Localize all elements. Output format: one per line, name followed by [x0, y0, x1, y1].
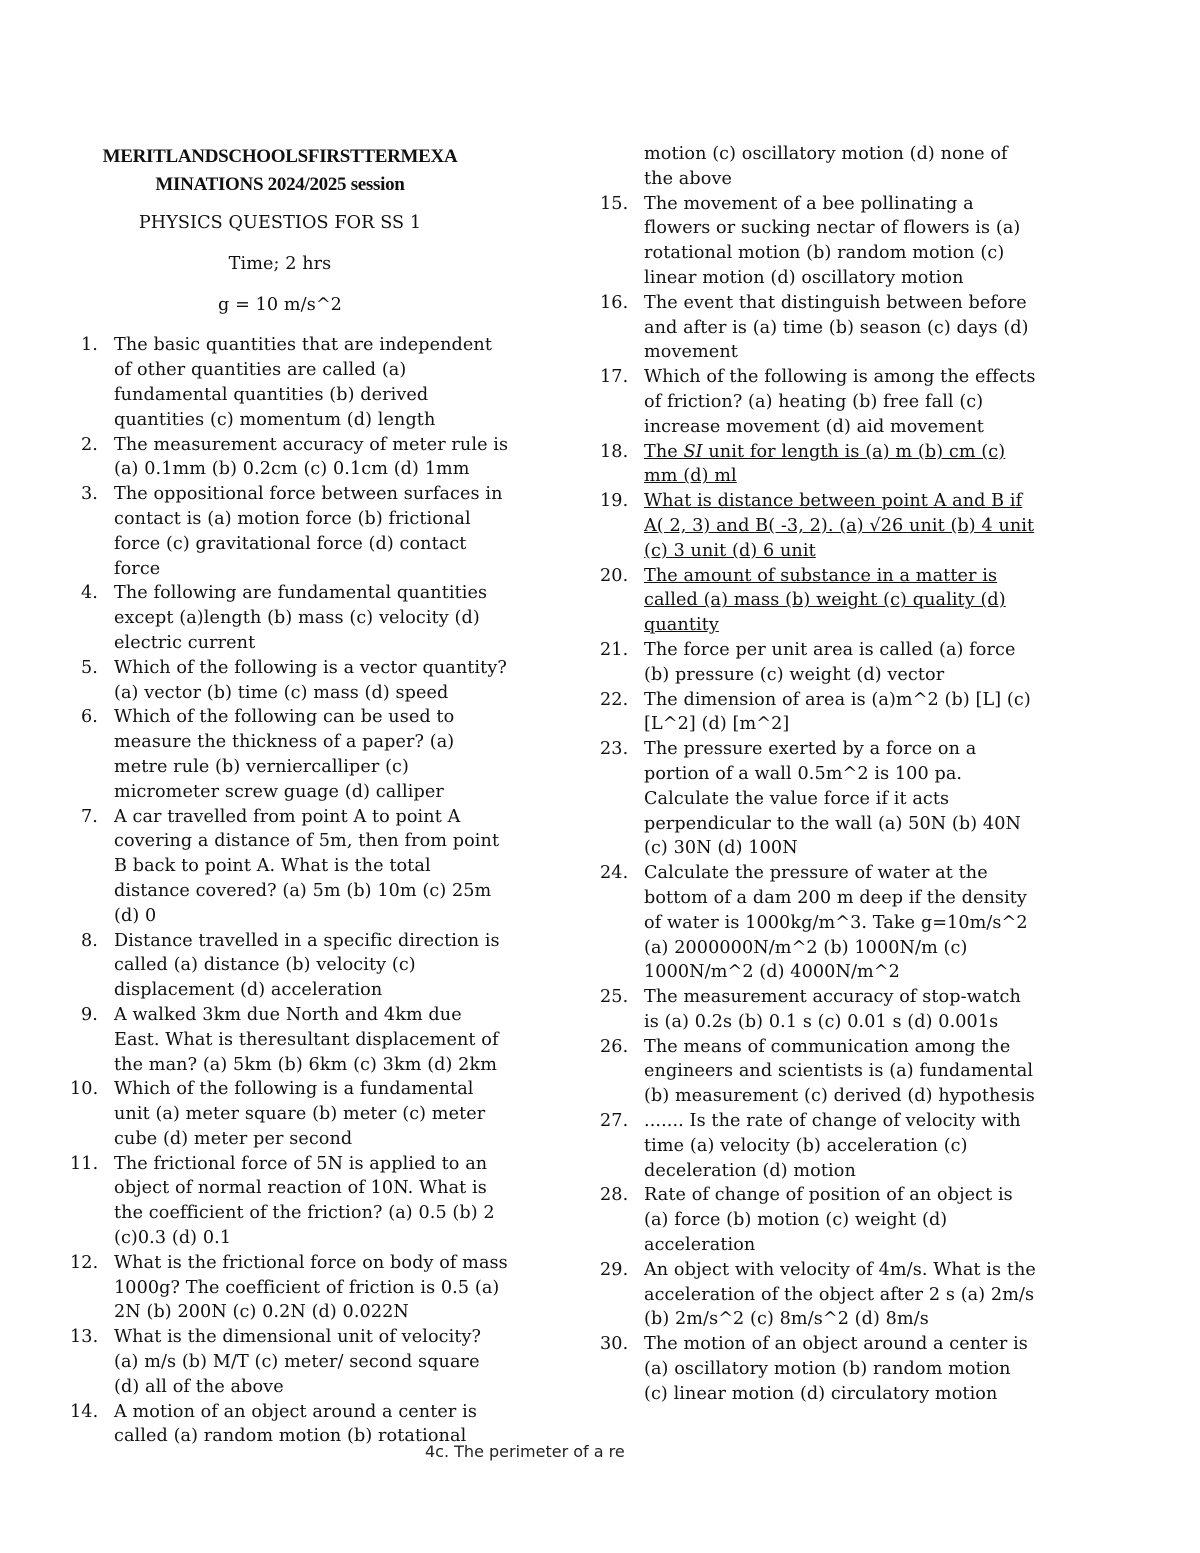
question-8: [70, 929, 510, 1003]
question-text-end: unit for length is (a) m (b) cm (c) mm (d) ml: [644, 441, 1006, 487]
question-number: 18.: [600, 441, 629, 462]
question-2: [70, 433, 510, 483]
question-24: [600, 861, 1040, 985]
question-number: 19.: [600, 491, 629, 512]
question-number: 3.: [81, 484, 98, 505]
question-text: ....... Is the rate of change of velocity with time (a) velocity (b) acceleration (c) deceleration (d) motion: [644, 1111, 1021, 1181]
question-text: The amount of substance in a matter is called (a) mass (b) weight (c) quality (d) quantity: [644, 565, 1006, 636]
subject-subtitle: PHYSICS QUESTIOS FOR SS 1: [138, 213, 422, 233]
question-text: The following are fundamental quantities except (a)length (b) mass (c) velocity (d) electric current: [114, 583, 488, 653]
question-text: Which of the following is a fundamental unit (a) meter square (b) meter (c) meter cube (d) meter per second: [114, 1079, 486, 1149]
question-text: The basic quantities that are independent of other quantities are called (a) fundamental quantities (b) derived quantities (c) momentum (d) length: [114, 335, 493, 430]
question-number: 20.: [600, 565, 629, 586]
question-3: [70, 482, 510, 581]
question-number: 24.: [600, 863, 629, 884]
question-28: [600, 1183, 1040, 1257]
question-number: 25.: [600, 987, 629, 1008]
question-20: [600, 564, 1040, 638]
question-22: [600, 688, 1040, 738]
question-text: Which of the following is among the effects of friction? (a) heating (b) free fall (c) increase movement (d) aid movement: [644, 367, 1036, 437]
question-26: [600, 1035, 1040, 1109]
question-text: The motion of an object around a center is (a) oscillatory motion (b) random motion (c) linear motion (d) circulatory motion: [644, 1334, 1028, 1404]
question-10: [70, 1077, 510, 1151]
question-12: [70, 1251, 510, 1325]
question-text: Which of the following is a vector quantity? (a) vector (b) time (c) mass (d) speed: [114, 657, 507, 703]
exam-title-line-1: MERITLANDSCHOOLSFIRSTTERMEXA: [102, 146, 458, 167]
exam-title-line-2: MINATIONS 2024/2025 session: [155, 174, 405, 195]
si-abbreviation: SI: [683, 441, 703, 462]
question-number: 27.: [600, 1111, 629, 1132]
question-text: A car travelled from point A to point A covering a distance of 5m, then from point B back to point A. What is the total distance covered? (a) 5m (b) 10m (c) 25m (d) 0: [114, 806, 500, 926]
question-number: 16.: [600, 292, 629, 313]
question-list-left: [70, 333, 510, 1449]
time-allowed: Time; 2 hrs: [228, 253, 332, 274]
gravity-constant: g = 10 m/s^2: [218, 294, 342, 315]
question-29: [600, 1258, 1040, 1332]
question-13: [70, 1325, 510, 1399]
question-number: 1.: [81, 335, 98, 356]
question-text: The measurement accuracy of meter rule is (a) 0.1mm (b) 0.2cm (c) 0.1cm (d) 1mm: [114, 434, 509, 480]
question-number: 13.: [70, 1327, 99, 1348]
question-number: 12.: [70, 1252, 99, 1273]
question-7: [70, 805, 510, 929]
question-text: The event that distinguish between before and after is (a) time (b) season (c) days (d) movement: [644, 292, 1029, 363]
question-text: The force per unit area is called (a) force (b) pressure (c) weight (d) vector: [644, 639, 1016, 685]
question-15: [600, 192, 1040, 291]
question-14-continuation: motion (c) oscillatory motion (d) none of the above: [644, 144, 1008, 189]
question-17: [600, 365, 1040, 439]
question-18: [600, 440, 1040, 490]
question-list-right: [600, 192, 1040, 1407]
question-text: [644, 442, 1005, 487]
question-19: [600, 489, 1040, 563]
question-text: What is the dimensional unit of velocity? (a) m/s (b) M/T (c) meter/ second square (d) all of the above: [114, 1327, 482, 1397]
question-text: A motion of an object around a center is called (a) random motion (b) rotational: [114, 1401, 477, 1447]
question-16: [600, 291, 1040, 365]
question-text: Which of the following can be used to measure the thickness of a paper? (a) metre rule (b) verniercalliper (c) micrometer screw guage (d) calliper: [114, 707, 455, 802]
question-number: 4.: [81, 583, 98, 604]
question-11: [70, 1152, 510, 1251]
question-1: [70, 333, 510, 432]
question-number: 26.: [600, 1036, 629, 1057]
question-4: [70, 581, 510, 655]
question-number: 29.: [600, 1259, 629, 1280]
question-text: Rate of change of position of an object is (a) force (b) motion (c) weight (d) acceleration: [644, 1185, 1013, 1256]
question-number: 9.: [81, 1004, 98, 1025]
question-number: 23.: [600, 739, 629, 760]
question-text: Distance travelled in a specific direction is called (a) distance (b) velocity (c) displacement (d) acceleration: [114, 930, 500, 1001]
question-text: The pressure exerted by a force on a portion of a wall 0.5m^2 is 100 pa. Calculate the value force if it acts perpendicular to the wall (a) 50N (b) 40N (c) 30N (d) 100N: [644, 739, 1021, 859]
question-30: [600, 1332, 1040, 1406]
question-number: 22.: [600, 689, 629, 710]
exam-title: [50, 143, 510, 199]
question-21: [600, 638, 1040, 688]
question-text: The measurement accuracy of stop-watch is (a) 0.2s (b) 0.1 s (c) 0.01 s (d) 0.001s: [644, 987, 1021, 1032]
question-number: 10.: [70, 1079, 99, 1100]
question-number: 6.: [81, 707, 98, 728]
question-number: 15.: [600, 193, 629, 214]
question-number: 2.: [81, 434, 98, 455]
left-column: [70, 143, 510, 1449]
question-number: 11.: [70, 1153, 99, 1174]
question-27: [600, 1109, 1040, 1183]
question-text: The movement of a bee pollinating a flowers or sucking nectar of flowers is (a) rotational motion (b) random motion (c) linear motion (d) oscillatory motion: [644, 193, 1021, 288]
question-number: 8.: [81, 930, 98, 951]
question-text-start: The: [644, 441, 684, 462]
question-number: 17.: [600, 367, 629, 388]
question-text: The means of communication among the engineers and scientists is (a) fundamental (b) measurement (c) derived (d) hypothesis: [644, 1036, 1035, 1107]
question-number: 14.: [70, 1401, 99, 1422]
question-text: Calculate the pressure of water at the bottom of a dam 200 m deep if the density of water is 1000kg/m^3. Take g=10m/s^2 (a) 2000000N/m^2 (b) 1000N/m (c) 1000N/m^2 (d) 4000N/m^2: [644, 863, 1028, 983]
question-25: [600, 985, 1040, 1035]
question-text: The dimension of area is (a)m^2 (b) [L] (c) [L^2] (d) [m^2]: [644, 689, 1031, 735]
question-5: [70, 656, 510, 706]
question-text: What is distance between point A and B if A( 2, 3) and B( -3, 2). (a) √26 unit (b) 4 unit (c) 3 unit (d) 6 unit: [644, 491, 1035, 561]
question-text: An object with velocity of 4m/s. What is the acceleration of the object after 2 s (a) 2m/s (b) 2m/s^2 (c) 8m/s^2 (d) 8m/s: [644, 1259, 1036, 1330]
question-text: The frictional force of 5N is applied to an object of normal reaction of 10N. What is the coefficient of the friction? (a) 0.5 (b) 2 (c)0.3 (d) 0.1: [114, 1153, 495, 1249]
question-23: [600, 737, 1040, 861]
right-column: [600, 142, 1040, 1407]
question-6: [70, 705, 510, 804]
question-number: 28.: [600, 1185, 629, 1206]
question-number: 5.: [81, 657, 98, 678]
question-text: The oppositional force between surfaces in contact is (a) motion force (b) frictional force (c) gravitational force (d) contact force: [114, 484, 503, 579]
question-9: [70, 1003, 510, 1077]
question-number: 7.: [81, 806, 98, 827]
question-text: What is the frictional force on body of mass 1000g? The coefficient of friction is 0.5 (a) 2N (b) 200N (c) 0.2N (d) 0.022N: [114, 1252, 508, 1323]
page-footer-text: 4c. The perimeter of a re: [425, 1442, 625, 1461]
question-number: 30.: [600, 1334, 629, 1355]
question-text: A walked 3km due North and 4km due East. What is theresultant displacement of the man? (a) 5km (b) 6km (c) 3km (d) 2km: [114, 1004, 499, 1075]
question-number: 21.: [600, 639, 629, 660]
